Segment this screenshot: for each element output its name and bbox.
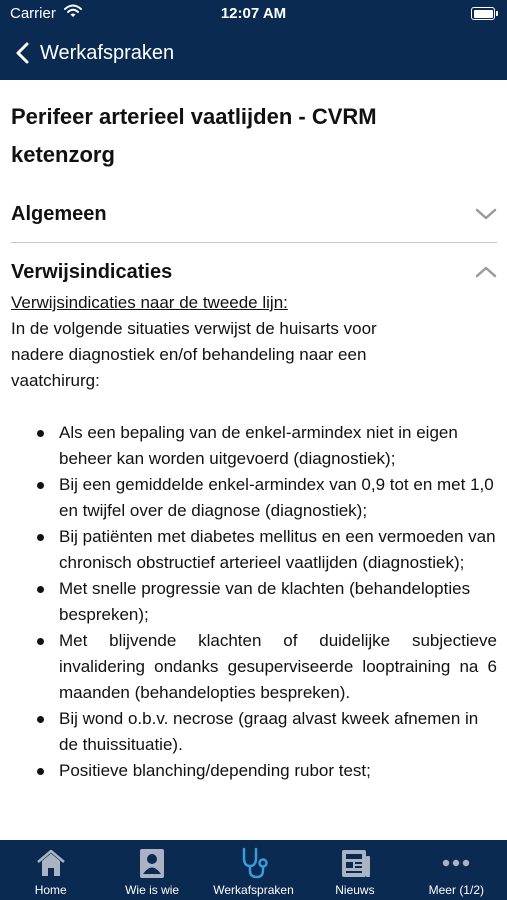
section-verwijsindicaties-body — [11, 290, 497, 784]
sub-heading: Verwijsindicaties naar de tweede lijn: — [11, 293, 288, 312]
list-item: Bij wond o.b.v. necrose (graag alvast kweek afnemen in de thuissituatie). — [59, 706, 497, 758]
content-scroll[interactable] — [0, 80, 507, 840]
newspaper-icon — [338, 846, 372, 880]
status-time: 12:07 AM — [220, 5, 287, 22]
battery-icon — [471, 7, 495, 20]
chevron-down-icon — [475, 207, 497, 221]
status-bar — [0, 0, 507, 28]
top-bar — [0, 0, 507, 80]
tab-nieuws-label: Nieuws — [335, 883, 375, 897]
back-button-label: Werkafspraken — [40, 41, 175, 64]
chevron-left-icon — [12, 41, 34, 65]
tab-home-label: Home — [34, 883, 67, 897]
list-item: Met snelle progressie van de klachten (behandelopties bespreken); — [59, 576, 497, 628]
section-verwijsindicaties-header[interactable] — [11, 255, 497, 289]
page-title — [11, 98, 481, 174]
stethoscope-icon — [237, 846, 271, 880]
list-item: Als een bepaling van de enkel-armindex niet in eigen beheer kan worden uitgevoerd (diagnostiek); — [59, 420, 497, 472]
section-algemeen-header[interactable] — [11, 197, 497, 231]
list-item: Bij een gemiddelde enkel-armindex van 0,9 tot en met 1,0 en twijfel over de diagnose (diagnostiek); — [59, 472, 497, 524]
tab-meer[interactable] — [406, 840, 507, 900]
tab-wie-is-wie-label: Wie is wie — [125, 883, 180, 897]
more-dots-icon — [439, 846, 473, 880]
page-title-line1: Perifeer arterieel vaatlijden - CVRM — [11, 104, 377, 129]
tab-wie-is-wie[interactable] — [101, 840, 202, 900]
list-item: Met blijvende klachten of duidelijke subjectieve invalidering ondanks gesuperviseerde looptraining na 6 maanden (behandelopties bespreken). — [59, 628, 497, 706]
tab-meer-label: Meer (1/2) — [428, 883, 484, 897]
back-button[interactable] — [0, 30, 507, 76]
chevron-up-icon — [475, 265, 497, 279]
tab-home[interactable] — [0, 840, 101, 900]
list-item: Bij patiënten met diabetes mellitus en een vermoeden van chronisch obstructief arterieel vaatlijden (diagnostiek); — [59, 524, 497, 576]
carrier-label: Carrier — [10, 5, 56, 22]
section-divider — [11, 242, 497, 243]
tab-bar — [0, 840, 507, 900]
section-verwijsindicaties-label: Verwijsindicaties — [11, 260, 173, 283]
page-title-line2: ketenzorg — [11, 142, 115, 167]
tab-werkafspraken-label: Werkafspraken — [213, 883, 294, 897]
bullet-list — [11, 420, 497, 784]
section-algemeen-label: Algemeen — [11, 202, 107, 225]
intro-paragraph: In de volgende situaties verwijst de huisarts voor nadere diagnostiek en/of behandeling naar een vaatchirurg: — [11, 319, 377, 390]
list-item: Positieve blanching/depending rubor test; — [59, 758, 497, 784]
home-icon — [34, 846, 68, 880]
tab-nieuws[interactable] — [304, 840, 405, 900]
tab-werkafspraken[interactable] — [203, 840, 304, 900]
person-card-icon — [135, 846, 169, 880]
